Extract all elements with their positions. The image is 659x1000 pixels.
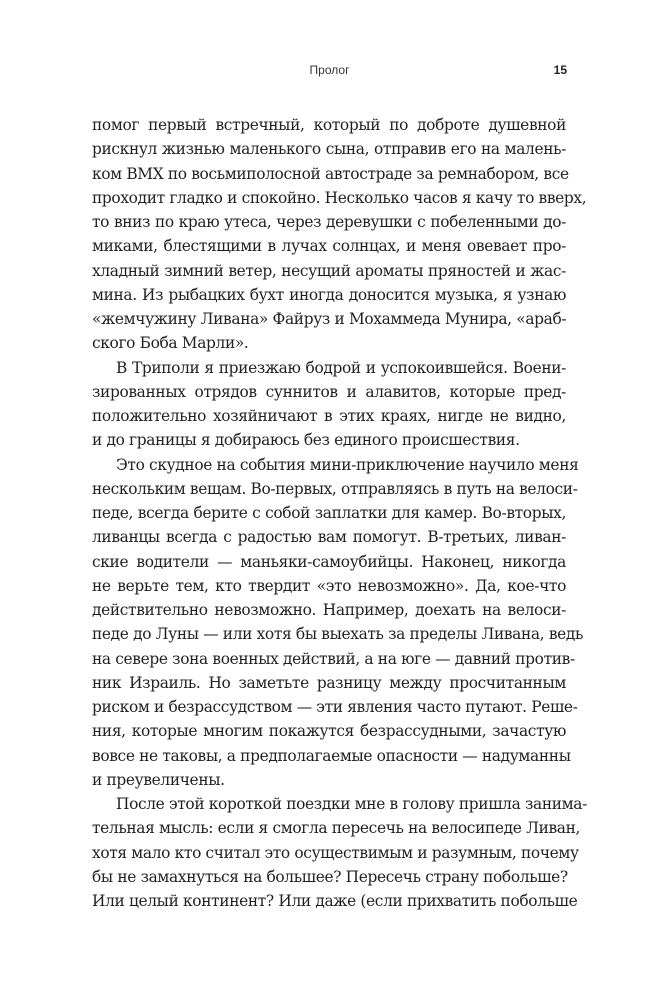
text-line: нескольким вещам. Во-первых, отправляясь в путь на велоси- bbox=[92, 479, 578, 498]
text-line: положительно хозяйничают в этих краях, нигде не видно, bbox=[92, 407, 566, 425]
text-line: проходит гладко и спокойно. Несколько часов я качу то вверх, bbox=[92, 188, 587, 207]
text-line: помог первый встречный, который по доброте душевной bbox=[92, 116, 566, 134]
text-line: ком BMX по восьмиполосной автостраде за ремнабором, все bbox=[92, 164, 569, 183]
paragraph bbox=[92, 113, 587, 356]
text-line: «жемчужину Ливана» Файруз и Мохаммеда Мунира, «араб- bbox=[92, 310, 567, 328]
running-header-title: Пролог bbox=[309, 63, 350, 77]
text-line: миками, блестящими в лучах солнцах, и меня овевает про- bbox=[92, 237, 566, 256]
paragraph bbox=[92, 453, 584, 793]
text-line: на севере зона военных действий, а на юге — давний против- bbox=[92, 649, 575, 668]
text-line: бы не замахнуться на большее? Пересечь страну побольше? bbox=[92, 867, 568, 886]
text-line: Это скудное на события мини-приключение научило меня bbox=[116, 455, 579, 474]
text-line: Или целый континент? Или даже (если прихватить побольше bbox=[92, 892, 578, 910]
text-line: рискнул жизнью маленького сына, отправив его на малень- bbox=[92, 140, 566, 159]
text-line: действительно невозможно. Например, доехать на велоси- bbox=[92, 601, 566, 619]
text-line: риском и безрассудством — эти явления часто путают. Реше- bbox=[92, 698, 578, 716]
text-line: хладный зимний ветер, несущий ароматы пряностей и жас- bbox=[92, 261, 566, 280]
page-number: 15 bbox=[553, 63, 567, 77]
text-line: и до границы я добираюсь без единого происшествия. bbox=[92, 431, 520, 450]
body-text bbox=[92, 113, 587, 913]
paragraph bbox=[92, 792, 587, 913]
text-line: ливанцы всегда с радостью вам помогут. В-третьих, ливан- bbox=[92, 528, 566, 547]
text-line: педе до Луны — или хотя бы выехать за пределы Ливана, ведь bbox=[92, 625, 584, 644]
text-line: вовсе не таковы, а предполагаемые опасности — надуманны bbox=[92, 746, 571, 765]
text-line: ник Израиль. Но заметьте разницу между просчитанным bbox=[92, 673, 566, 692]
text-line: После этой короткой поездки мне в голову пришла занима- bbox=[116, 795, 587, 813]
paragraph bbox=[92, 356, 566, 453]
text-line: В Триполи я приезжаю бодрой и успокоившейся. Воени- bbox=[116, 358, 566, 377]
text-line: ния, которые многим покажутся безрассудными, зачастую bbox=[92, 722, 566, 741]
text-line: зированных отрядов суннитов и алавитов, которые пред- bbox=[92, 382, 566, 401]
text-line: ские водители — маньяки-самоубийцы. Наконец, никогда bbox=[92, 552, 566, 571]
text-line: ского Боба Марли». bbox=[92, 334, 249, 353]
text-line: и преувеличены. bbox=[92, 770, 225, 789]
text-line: тельная мысль: если я смогла пересечь на велосипеде Ливан, bbox=[92, 819, 581, 838]
text-line: хотя мало кто считал это осуществимым и разумным, почему bbox=[92, 843, 579, 862]
text-line: не верьте тем, кто твердит «это невозможно». Да, кое-что bbox=[92, 576, 566, 595]
text-line: педе, всегда берите с собой заплатки для камер. Во-вторых, bbox=[92, 504, 566, 522]
text-line: мина. Из рыбацких бухт иногда доносится музыка, я узнаю bbox=[92, 285, 566, 304]
text-line: то вниз по краю утеса, через деревушки с побеленными до- bbox=[92, 213, 566, 231]
